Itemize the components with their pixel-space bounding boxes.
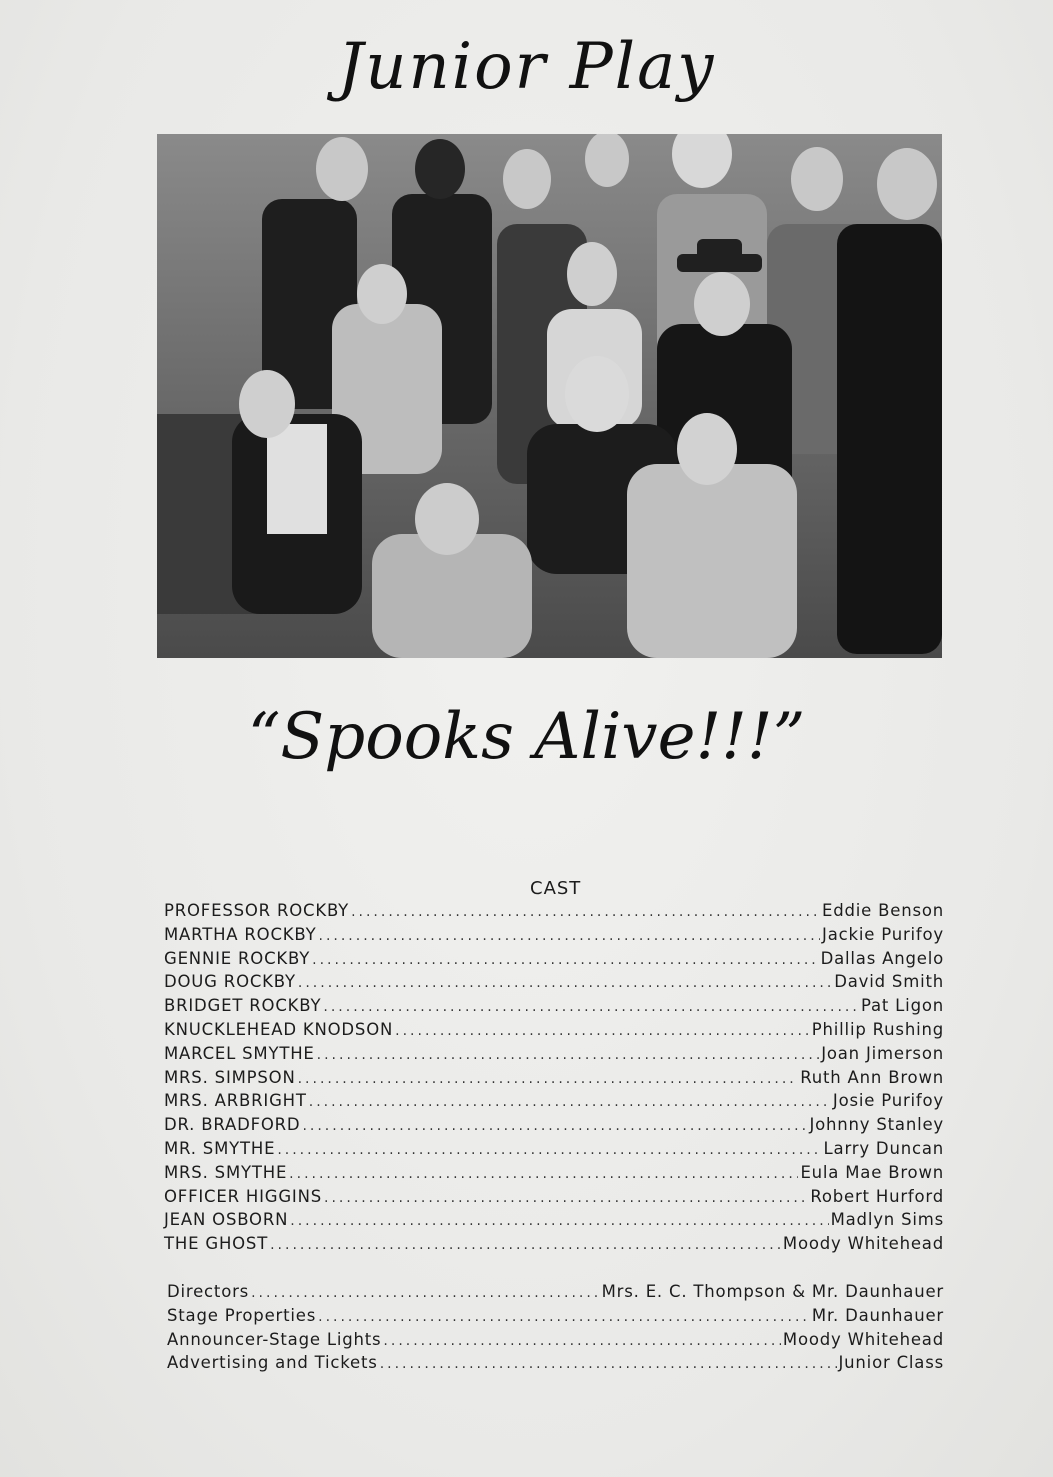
crew-role: Announcer-Stage Lights — [167, 1329, 382, 1349]
cast-row — [164, 1187, 944, 1211]
leader-dots — [277, 1142, 821, 1158]
cast-role: DOUG ROCKBY — [164, 972, 296, 992]
cast-actor: David Smith — [834, 972, 944, 992]
cast-actor: Phillip Rushing — [811, 1019, 944, 1039]
cast-role: BRIDGET ROCKBY — [164, 996, 322, 1016]
crew-role: Directors — [167, 1282, 250, 1301]
crew-row — [167, 1306, 944, 1330]
cast-row — [164, 996, 944, 1020]
play-title: “Spooks Alive!!!” — [247, 700, 806, 774]
cast-photo — [157, 134, 942, 658]
cast-actor: Pat Ligon — [860, 996, 944, 1016]
cast-actor: Joan Jimerson — [821, 1043, 944, 1063]
leader-dots — [251, 1285, 600, 1301]
cast-photo-image — [157, 134, 942, 658]
cast-role: MARTHA ROCKBY — [164, 924, 317, 944]
cast-row — [164, 1091, 944, 1115]
cast-row — [164, 972, 944, 996]
cast-row — [164, 1210, 944, 1234]
cast-role: DR. BRADFORD — [164, 1115, 301, 1135]
cast-role: OFFICER HIGGINS — [164, 1186, 323, 1206]
cast-list — [164, 901, 944, 1258]
cast-row — [164, 1020, 944, 1044]
cast-heading: CAST — [530, 878, 582, 899]
cast-role: MRS. ARBRIGHT — [164, 1091, 307, 1111]
leader-dots — [383, 1333, 780, 1349]
cast-actor: Eddie Benson — [821, 901, 944, 920]
cast-role: KNUCKLEHEAD KNODSON — [164, 1019, 394, 1039]
crew-list — [167, 1282, 944, 1377]
cast-row — [164, 1068, 944, 1092]
cast-row — [164, 1163, 944, 1187]
leader-dots — [380, 1356, 837, 1372]
cast-role: THE GHOST — [164, 1234, 269, 1254]
cast-row — [164, 949, 944, 973]
leader-dots — [319, 928, 821, 944]
leader-dots — [324, 1190, 808, 1206]
cast-role: JEAN OSBORN — [164, 1210, 289, 1230]
leader-dots — [302, 1118, 807, 1134]
cast-actor: Josie Purifoy — [832, 1091, 944, 1111]
cast-row — [164, 1139, 944, 1163]
cast-actor: Jackie Purifoy — [822, 924, 944, 944]
cast-actor: Eula Mae Brown — [800, 1162, 944, 1182]
cast-actor: Ruth Ann Brown — [800, 1067, 944, 1087]
leader-dots — [317, 1047, 820, 1063]
cast-actor: Johnny Stanley — [809, 1115, 944, 1135]
cast-row — [164, 1234, 944, 1258]
cast-actor: Moody Whitehead — [782, 1234, 944, 1254]
crew-row — [167, 1353, 944, 1377]
cast-actor: Larry Duncan — [823, 1138, 944, 1158]
leader-dots — [270, 1237, 781, 1253]
cast-row — [164, 1044, 944, 1068]
crew-name: Mr. Daunhauer — [811, 1305, 944, 1325]
cast-role: MARCEL SMYTHE — [164, 1043, 315, 1063]
leader-dots — [312, 952, 818, 968]
crew-row — [167, 1330, 944, 1354]
cast-actor: Robert Hurford — [810, 1186, 944, 1206]
leader-dots — [395, 1023, 810, 1039]
leader-dots — [298, 975, 832, 991]
leader-dots — [290, 1213, 828, 1229]
cast-role: PROFESSOR ROCKBY — [164, 901, 350, 920]
crew-role: Advertising and Tickets — [167, 1353, 378, 1373]
leader-dots — [298, 1071, 799, 1087]
cast-role: MRS. SMYTHE — [164, 1162, 288, 1182]
page-title: Junior Play — [337, 30, 716, 104]
crew-row — [167, 1282, 944, 1306]
leader-dots — [323, 999, 859, 1015]
cast-actor: Madlyn Sims — [830, 1210, 944, 1230]
cast-role: MRS. SIMPSON — [164, 1067, 296, 1087]
cast-actor: Dallas Angelo — [820, 948, 944, 968]
leader-dots — [351, 904, 820, 920]
crew-name: Mrs. E. C. Thompson & Mr. Daunhauer — [601, 1282, 944, 1301]
cast-role: GENNIE ROCKBY — [164, 948, 311, 968]
cast-row — [164, 925, 944, 949]
crew-role: Stage Properties — [167, 1305, 317, 1325]
cast-role: MR. SMYTHE — [164, 1138, 276, 1158]
leader-dots — [289, 1166, 798, 1182]
crew-name: Moody Whitehead — [782, 1329, 944, 1349]
leader-dots — [318, 1309, 810, 1325]
crew-name: Junior Class — [838, 1353, 944, 1373]
cast-row — [164, 1115, 944, 1139]
leader-dots — [309, 1094, 831, 1110]
cast-row — [164, 901, 944, 925]
